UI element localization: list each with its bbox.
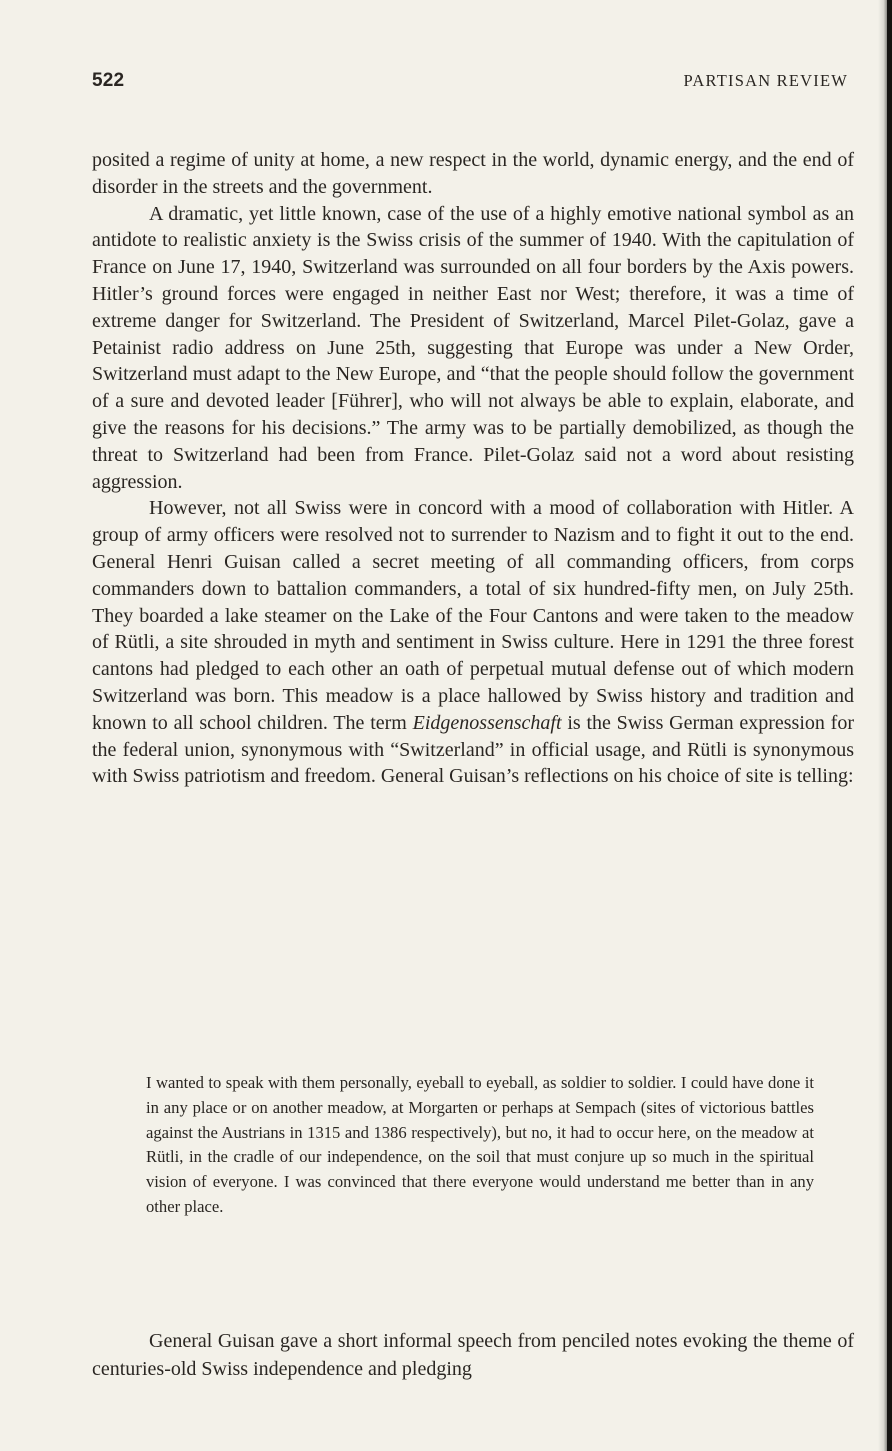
page-edge	[887, 0, 892, 1451]
page-header	[92, 70, 848, 94]
paragraph-guisan-speech: General Guisan gave a short informal speech from penciled notes evoking the theme of centuries-old Swiss independence and pledging	[92, 1330, 854, 1380]
block-quote-text: I wanted to speak with them personally, eyeball to eyeball, as soldier to soldier. I could have done it in any place or on another meadow, at Morgarten or perhaps at Sempach (sites of victorious battles against the Austrians in 1315 and 1386 respectively), but no, it had to occur here, on the meadow at Rütli, in the cradle of our independence, on the soil that must conjure up so much in the spiritual vision of everyone. I was convinced that there everyone would understand me better than in any other place.	[146, 1073, 814, 1216]
block-quote	[146, 1071, 814, 1220]
paragraph-text-before-term: However, not all Swiss were in concord with a mood of collaboration with Hitler. A group of army officers were resolved not to surrender to Nazism and to fight it out to the end. General Henri Guisan called a secret meeting of all commanding officers, from corps commanders down to battalion commanders, a total of six hundred-fifty men, on July 25th. They boarded a lake steamer on the Lake of the Four Cantons and were taken to the meadow of Rütli, a site shrouded in myth and sentiment in Swiss culture. Here in 1291 the three forest cantons had pledged to each other an oath of perpetual mutual defense out of which modern Switzerland was born. This meadow is a place hallowed by Swiss history and tradition and known to all school children. The term	[92, 497, 854, 734]
paragraph-swiss-crisis: A dramatic, yet little known, case of the use of a highly emotive national symbol as an antidote to realistic anxiety is the Swiss crisis of the summer of 1940. With the capitulation of France on June 17, 1940, Switzerland was surrounded on all four borders by the Axis powers. Hitler’s ground forces were engaged in neither East nor West; therefore, it was a time of extreme danger for Switzerland. The President of Switzerland, Marcel Pilet-Golaz, gave a Petainist radio address on June 25th, suggesting that Europe was under a New Order, Switzerland must adapt to the New Europe, and “that the people should follow the government of a sure and devoted leader [Führer], who will not always be able to explain, elaborate, and give the reasons for his decisions.” The army was to be partially demobilized, as though the threat to Switzerland had been from France. Pilet-Golaz said not a word about resisting aggression.	[92, 202, 854, 493]
closing-text	[92, 1327, 854, 1383]
body-text	[92, 147, 854, 790]
running-head: PARTISAN REVIEW	[683, 71, 848, 90]
paragraph-text-after-term: is the Swiss German expression for the federal union, synonymous with “Switzerland” in official usage, and Rütli is synonymous with Swiss patriotism and freedom. General Guisan’s reflections on his choice of site is telling:	[92, 711, 855, 788]
italic-term: Eidgenossenschaft	[412, 711, 562, 734]
paragraph-rutli-meeting	[92, 495, 854, 790]
paragraph-continued: posited a regime of unity at home, a new respect in the world, dynamic energy, and the end of disorder in the streets and the government.	[92, 149, 854, 198]
page-number: 522	[92, 70, 125, 91]
